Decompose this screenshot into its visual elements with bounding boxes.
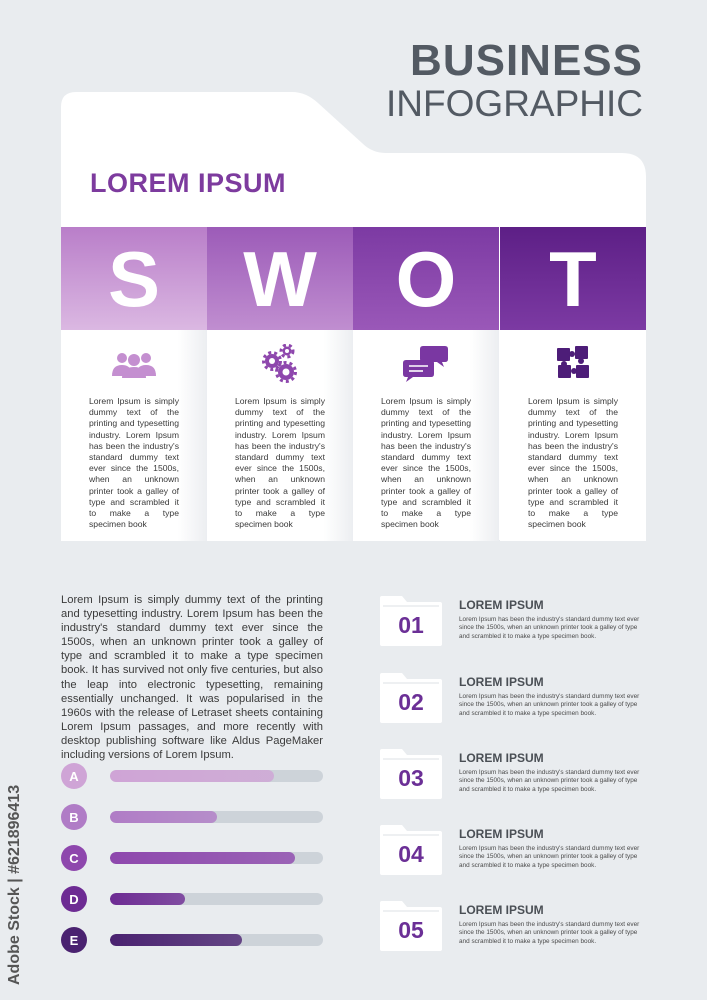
header-title: BUSINESS (410, 36, 643, 85)
progress-row-e (61, 927, 324, 953)
swot-band (61, 227, 207, 330)
swot-letter: S (107, 234, 161, 323)
progress-fill (110, 852, 295, 864)
step-number: 05 (398, 917, 424, 943)
progress-row-c (61, 845, 324, 871)
progress-track (110, 770, 323, 782)
progress-label: E (61, 927, 87, 953)
swot-band (207, 227, 353, 330)
step-number: 01 (398, 612, 424, 638)
step-title: LOREM IPSUM (459, 675, 544, 689)
swot-letter: T (549, 234, 597, 323)
swot-letter: O (395, 234, 457, 323)
step-01 (380, 596, 642, 646)
progress-row-b (61, 804, 324, 830)
progress-fill (110, 770, 274, 782)
progress-fill (110, 893, 185, 905)
progress-fill (110, 811, 217, 823)
swot-band (500, 227, 646, 330)
swot-text: Lorem Ipsum is simply dummy text of the printing and typesetting industry. Lorem Ipsum has been the industry's standard dummy text ever since the 1500s, when an unknown printer took a galley of type and scrambled it to make a type specimen book (381, 396, 471, 530)
progress-label: B (61, 804, 87, 830)
step-text: Lorem Ipsum has been the industry's standard dummy text ever since the 1500s, when an unknown printer took a galley of type and scrambled it to make a type specimen book. (459, 921, 640, 945)
step-03 (380, 749, 642, 799)
swot-text: Lorem Ipsum is simply dummy text of the printing and typesetting industry. Lorem Ipsum has been the industry's standard dummy text ever since the 1500s, when an unknown printer took a galley of type and scrambled it to make a type specimen book (89, 396, 179, 530)
step-02 (380, 673, 642, 723)
swot-text: Lorem Ipsum is simply dummy text of the printing and typesetting industry. Lorem Ipsum has been the industry's standard dummy text ever since the 1500s, when an unknown printer took a galley of type and scrambled it to make a type specimen book (528, 396, 618, 530)
step-number: 04 (398, 841, 424, 867)
chat-bubbles-icon (401, 344, 451, 384)
step-04 (380, 825, 642, 875)
progress-label: A (61, 763, 87, 789)
card-title: LOREM IPSUM (90, 168, 287, 198)
step-number: 02 (398, 689, 424, 715)
step-text: Lorem Ipsum has been the industry's standard dummy text ever since the 1500s, when an unknown printer took a galley of type and scrambled it to make a type specimen book. (459, 845, 640, 869)
progress-row-a (61, 763, 324, 789)
progress-fill (110, 934, 242, 946)
swot-column-t (500, 227, 646, 541)
progress-track (110, 934, 323, 946)
step-05 (380, 901, 642, 951)
step-title: LOREM IPSUM (459, 751, 544, 765)
swot-text: Lorem Ipsum is simply dummy text of the printing and typesetting industry. Lorem Ipsum has been the industry's standard dummy text ever since the 1500s, when an unknown printer took a galley of type and scrambled it to make a type specimen book (235, 396, 325, 530)
progress-track (110, 852, 323, 864)
step-title: LOREM IPSUM (459, 827, 544, 841)
step-title: LOREM IPSUM (459, 598, 544, 612)
progress-label: C (61, 845, 87, 871)
swot-letter: W (243, 234, 317, 323)
users-icon (109, 344, 159, 384)
progress-track (110, 893, 323, 905)
stock-id: Adobe Stock | #621896413 (6, 784, 23, 985)
header-subtitle: INFOGRAPHIC (386, 83, 643, 124)
swot-column-o (353, 227, 499, 541)
body-paragraph: Lorem Ipsum is simply dummy text of the printing and typesetting industry. Lorem Ipsum has been the industry's standard dummy text ever since the 1500s, when an unknown printer took a galley of type and scrambled it to make a type specimen book. It has survived not only five centuries, but also the leap into electronic typesetting, remaining essentially unchanged. It was popularised in the 1960s with the release of Letraset sheets containing Lorem Ipsum passages, and more recently with desktop publishing software like Aldus PageMaker including versions of Lorem Ipsum. (61, 594, 323, 762)
step-text: Lorem Ipsum has been the industry's standard dummy text ever since the 1500s, when an unknown printer took a galley of type and scrambled it to make a type specimen book. (459, 769, 640, 793)
progress-row-d (61, 886, 324, 912)
step-number: 03 (398, 765, 424, 791)
swot-band (353, 227, 499, 330)
step-title: LOREM IPSUM (459, 903, 544, 917)
progress-track (110, 811, 323, 823)
swot-column-w (207, 227, 353, 541)
step-text: Lorem Ipsum has been the industry's standard dummy text ever since the 1500s, when an unknown printer took a galley of type and scrambled it to make a type specimen book. (459, 616, 640, 640)
progress-label: D (61, 886, 87, 912)
step-text: Lorem Ipsum has been the industry's standard dummy text ever since the 1500s, when an unknown printer took a galley of type and scrambled it to make a type specimen book. (459, 693, 640, 717)
swot-column-s (61, 227, 207, 541)
puzzle-icon (548, 344, 598, 384)
gears-icon (255, 344, 305, 384)
